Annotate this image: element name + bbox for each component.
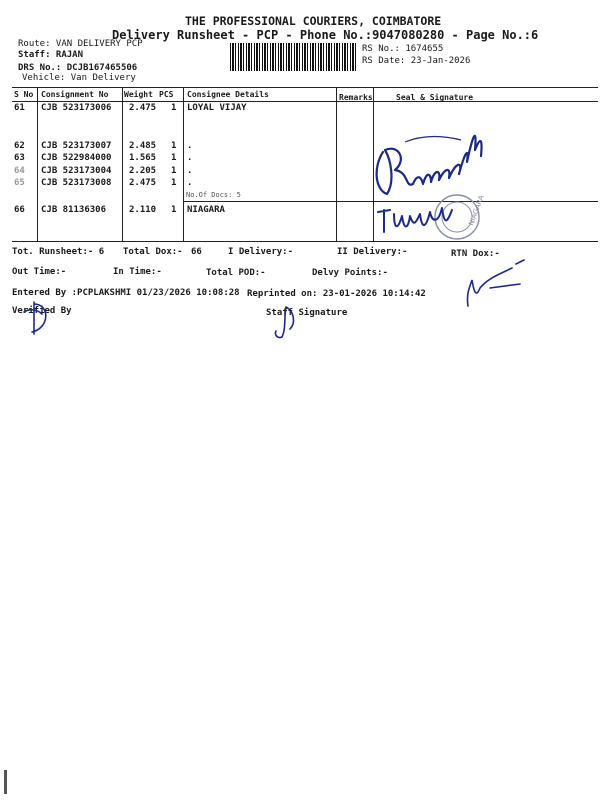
row-consignee: . — [187, 141, 193, 151]
row-sno: 62 — [14, 141, 25, 151]
staff-signature-mark — [272, 305, 302, 341]
col-divider-2 — [122, 87, 123, 241]
stamp-text: NIAGARA — [467, 194, 486, 227]
col-divider-1 — [37, 87, 38, 241]
row-weight: 2.205 — [129, 166, 157, 176]
delvy-points: Delvy Points:- — [312, 268, 388, 278]
tot-runsheet: Tot. Runsheet:- 6 — [12, 247, 105, 257]
row-consignment: CJB 523173006 — [41, 103, 112, 113]
row-pcs: 1 — [171, 153, 177, 163]
row-pcs: 1 — [171, 178, 177, 188]
col-divider-4 — [336, 87, 337, 241]
staff-label: Staff: RAJAN — [18, 50, 84, 60]
header-weight: Weight — [124, 90, 153, 99]
table-top-border — [12, 87, 598, 88]
docs-count: No.Of Docs: 5 — [186, 191, 241, 199]
row-weight: 2.110 — [129, 205, 157, 215]
stamp-signature — [372, 192, 494, 242]
row-consignment: CJB 81136306 — [41, 205, 107, 215]
rs-number: RS No.: 1674655 — [362, 44, 444, 54]
reprinted-on: Reprinted on: 23-01-2026 10:14:42 — [247, 289, 426, 299]
row-weight: 2.475 — [129, 178, 157, 188]
runsheet-title: Delivery Runsheet - PCP - Phone No.:9047080280 - Page No.:6 — [112, 28, 539, 42]
total-dox-label: Total Dox:- — [123, 247, 183, 257]
ii-delivery: II Delivery:- — [337, 247, 408, 257]
out-time: Out Time:- — [12, 267, 67, 277]
header-pcs: PCS — [159, 90, 174, 99]
header-sno: S No — [14, 90, 34, 99]
row-consignee: NIAGARA — [187, 205, 225, 215]
row-pcs: 1 — [171, 141, 177, 151]
header-seal: Seal & Signature — [396, 93, 474, 102]
header-consignment: Consignment No — [41, 90, 109, 99]
total-dox-value: 66 — [191, 247, 202, 257]
row-sno: 64 — [14, 166, 25, 176]
header-remarks: Remarks — [339, 93, 373, 102]
row-consignee: . — [187, 153, 193, 163]
row-sno: 65 — [14, 178, 25, 188]
vehicle-label: Vehicle: Van Delivery — [22, 73, 136, 83]
row-consignee: . — [187, 178, 193, 188]
barcode — [230, 43, 358, 71]
row-sno: 61 — [14, 103, 25, 113]
header-consignee: Consignee Details — [187, 90, 269, 99]
row-sno: 66 — [14, 205, 25, 215]
drs-number: DRS No.: DCJB167465506 — [18, 63, 138, 73]
row-pcs: 1 — [171, 103, 177, 113]
row-weight: 2.485 — [129, 141, 157, 151]
row-sno: 63 — [14, 153, 25, 163]
entered-by: Entered By :PCPLAKSHMI 01/23/2026 10:08:28 — [12, 288, 240, 298]
row-consignee: . — [187, 166, 193, 176]
row-consignment: CJB 522984000 — [41, 153, 112, 163]
table-bottom-border — [12, 241, 598, 242]
row-consignment: CJB 523173008 — [41, 178, 112, 188]
verifier-signature — [20, 298, 60, 338]
verified-by: Verified By — [12, 306, 72, 316]
col-divider-3 — [183, 87, 184, 241]
total-pod: Total POD:- — [206, 268, 266, 278]
row-weight: 2.475 — [129, 103, 157, 113]
row-pcs: 1 — [171, 205, 177, 215]
scan-edge-mark — [4, 770, 7, 794]
row-pcs: 1 — [171, 166, 177, 176]
row-consignment: CJB 523173004 — [41, 166, 112, 176]
staff-signature: Staff Signature — [266, 308, 348, 318]
i-delivery: I Delivery:- — [228, 247, 294, 257]
row-consignment: CJB 523173007 — [41, 141, 112, 151]
row-consignee: LOYAL VIJAY — [187, 103, 247, 113]
route-label: Route: VAN DELIVERY PCP — [18, 39, 143, 49]
row-weight: 1.565 — [129, 153, 157, 163]
rs-date: RS Date: 23-Jan-2026 — [362, 56, 471, 66]
company-name: THE PROFESSIONAL COURIERS, COIMBATORE — [185, 14, 442, 28]
rtn-dox: RTN Dox:- — [451, 249, 500, 259]
table-header-border — [12, 101, 598, 102]
in-time: In Time:- — [113, 267, 162, 277]
return-signature — [460, 258, 530, 310]
